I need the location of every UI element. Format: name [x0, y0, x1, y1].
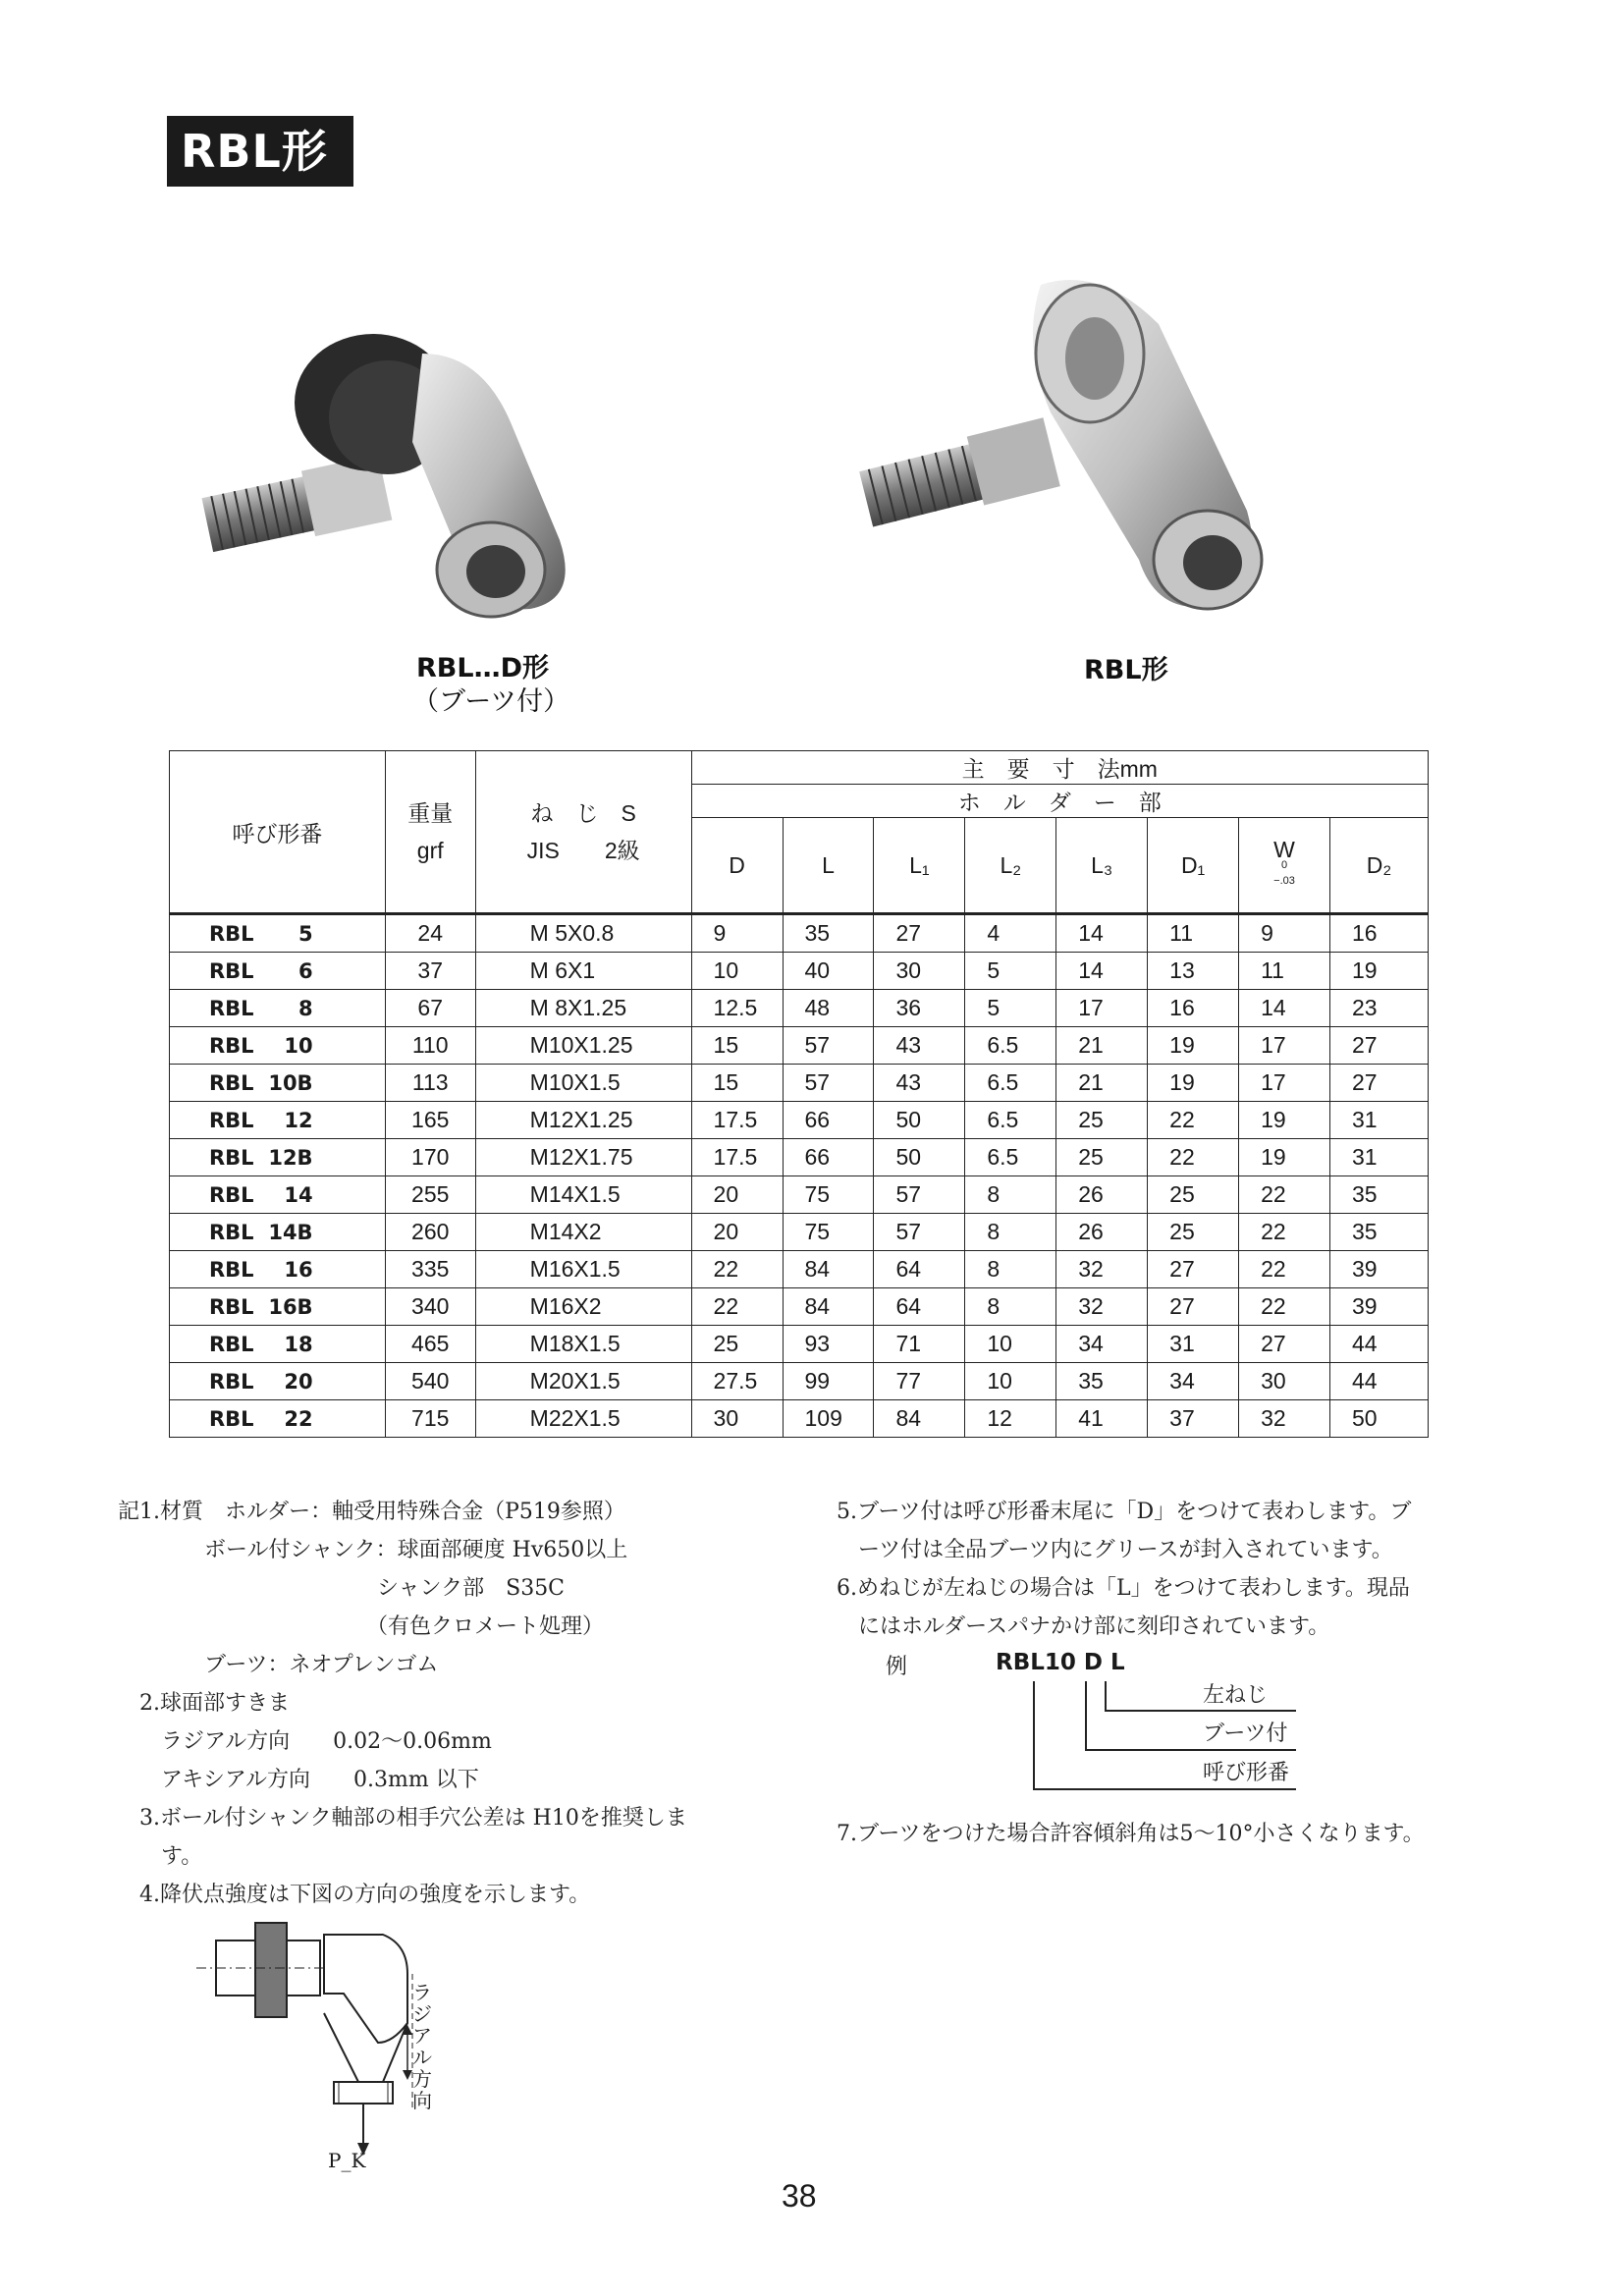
note-line: （有色クロメート処理）	[118, 1614, 605, 1639]
cell-thread: M20X1.5	[475, 1363, 691, 1400]
cell-model: RBL 18	[170, 1326, 386, 1363]
rbl-product-photo	[844, 265, 1355, 629]
cell-dim: 14	[1239, 990, 1330, 1027]
cell-dim: 31	[1329, 1139, 1428, 1176]
notes-left	[118, 1493, 687, 1914]
cell-dim: 39	[1329, 1288, 1428, 1326]
note-line: 2.球面部すきま	[118, 1691, 290, 1716]
cell-dim: 43	[874, 1065, 965, 1102]
cell-weight: 24	[385, 914, 475, 953]
cell-model: RBL 14	[170, 1176, 386, 1214]
cell-dim: 5	[965, 953, 1056, 990]
cell-thread: M10X1.25	[475, 1027, 691, 1065]
cell-dim: 16	[1329, 914, 1428, 953]
cell-dim: 37	[1148, 1400, 1239, 1438]
cell-dim: 57	[783, 1065, 874, 1102]
cell-dim: 22	[1239, 1251, 1330, 1288]
cell-dim: 15	[691, 1065, 783, 1102]
cell-dim: 17	[1239, 1027, 1330, 1065]
cell-model: RBL 5	[170, 914, 386, 953]
cell-dim: 30	[874, 953, 965, 990]
col-l: L	[783, 818, 874, 914]
cell-weight: 255	[385, 1176, 475, 1214]
cell-dim: 50	[1329, 1400, 1428, 1438]
col-w-label: W	[1273, 837, 1295, 862]
note-line: ブーツ：ネオプレンゴム	[118, 1653, 439, 1677]
cell-dim: 5	[965, 990, 1056, 1027]
cell-model: RBL 14B	[170, 1214, 386, 1251]
cell-model: RBL 16	[170, 1251, 386, 1288]
cell-dim: 4	[965, 914, 1056, 953]
cell-dim: 8	[965, 1288, 1056, 1326]
cell-model: RBL 20	[170, 1363, 386, 1400]
cell-thread: M16X1.5	[475, 1251, 691, 1288]
cell-dim: 25	[1056, 1102, 1148, 1139]
cell-dim: 66	[783, 1139, 874, 1176]
cell-dim: 50	[874, 1102, 965, 1139]
cell-dim: 14	[1056, 953, 1148, 990]
cell-dim: 35	[783, 914, 874, 953]
cell-dim: 30	[691, 1400, 783, 1438]
cell-dim: 31	[1329, 1102, 1428, 1139]
cell-dim: 6.5	[965, 1027, 1056, 1065]
cell-dim: 40	[783, 953, 874, 990]
photo-left-caption-sub: （ブーツ付）	[412, 686, 570, 717]
cell-dim: 12.5	[691, 990, 783, 1027]
cell-dim: 25	[1056, 1139, 1148, 1176]
cell-dim: 34	[1148, 1363, 1239, 1400]
cell-dim: 17	[1056, 990, 1148, 1027]
cell-dim: 22	[1148, 1102, 1239, 1139]
cell-dim: 20	[691, 1176, 783, 1214]
col-d: D	[691, 818, 783, 914]
cell-dim: 17.5	[691, 1139, 783, 1176]
cell-dim: 48	[783, 990, 874, 1027]
col-main-dims: 主 要 寸 法mm	[691, 751, 1428, 785]
cell-thread: M14X2	[475, 1214, 691, 1251]
cell-model: RBL 10B	[170, 1065, 386, 1102]
cell-dim: 41	[1056, 1400, 1148, 1438]
cell-weight: 260	[385, 1214, 475, 1251]
table-row	[170, 1027, 1429, 1065]
cell-model: RBL 22	[170, 1400, 386, 1438]
cell-dim: 75	[783, 1176, 874, 1214]
cell-thread: M18X1.5	[475, 1326, 691, 1363]
cell-model: RBL 12B	[170, 1139, 386, 1176]
cell-model: RBL 8	[170, 990, 386, 1027]
cell-dim: 27	[1148, 1251, 1239, 1288]
table-row	[170, 1139, 1429, 1176]
cell-model: RBL 12	[170, 1102, 386, 1139]
cell-dim: 11	[1148, 914, 1239, 953]
table-row	[170, 1400, 1429, 1438]
cell-dim: 10	[691, 953, 783, 990]
cell-dim: 13	[1148, 953, 1239, 990]
cell-model: RBL 16B	[170, 1288, 386, 1326]
col-w-tol-top: 0	[1280, 859, 1288, 871]
table-row	[170, 914, 1429, 953]
cell-dim: 93	[783, 1326, 874, 1363]
cell-dim: 27.5	[691, 1363, 783, 1400]
col-l1: L₁	[874, 818, 965, 914]
table-row	[170, 1214, 1429, 1251]
cell-dim: 75	[783, 1214, 874, 1251]
cell-dim: 6.5	[965, 1139, 1056, 1176]
col-holder: ホ ル ダ ー 部	[691, 785, 1428, 818]
cell-dim: 84	[874, 1400, 965, 1438]
note-line: ボール付シャンク：球面部硬度 Hv650以上	[118, 1538, 628, 1562]
note-line: 記1.材質 ホルダー：軸受用特殊合金（P519参照）	[118, 1500, 625, 1524]
example-boot: ブーツ付	[1203, 1722, 1288, 1746]
cell-dim: 19	[1148, 1065, 1239, 1102]
cell-dim: 22	[1239, 1176, 1330, 1214]
cell-dim: 43	[874, 1027, 965, 1065]
note-line: 5.ブーツ付は呼び形番末尾に「D」をつけて表わします。ブ	[837, 1500, 1412, 1524]
cell-dim: 39	[1329, 1251, 1428, 1288]
cell-dim: 21	[1056, 1065, 1148, 1102]
cell-dim: 17	[1239, 1065, 1330, 1102]
cell-dim: 31	[1148, 1326, 1239, 1363]
table-row	[170, 1102, 1429, 1139]
cell-weight: 335	[385, 1251, 475, 1288]
note-line: シャンク部 S35C	[118, 1576, 566, 1601]
col-model: 呼び形番	[170, 751, 386, 914]
cell-dim: 19	[1239, 1102, 1330, 1139]
cell-dim: 15	[691, 1027, 783, 1065]
note-line: にはホルダースパナかけ部に刻印されています。	[837, 1614, 1330, 1639]
photo-right-caption: RBL形	[1084, 655, 1168, 685]
col-w-tol-bottom: −.03	[1273, 875, 1295, 887]
cell-dim: 10	[965, 1363, 1056, 1400]
cell-dim: 27	[874, 914, 965, 953]
cell-dim: 27	[1239, 1326, 1330, 1363]
cell-dim: 19	[1329, 953, 1428, 990]
cell-dim: 27	[1329, 1065, 1428, 1102]
note-line: ラジアル方向 0.02〜0.06mm	[118, 1729, 492, 1754]
cell-dim: 19	[1148, 1027, 1239, 1065]
cell-dim: 10	[965, 1326, 1056, 1363]
cell-thread: M 8X1.25	[475, 990, 691, 1027]
cell-dim: 22	[691, 1288, 783, 1326]
cell-dim: 27	[1329, 1027, 1428, 1065]
cell-dim: 9	[691, 914, 783, 953]
cell-dim: 12	[965, 1400, 1056, 1438]
cell-dim: 57	[874, 1214, 965, 1251]
cell-weight: 37	[385, 953, 475, 990]
cell-dim: 8	[965, 1214, 1056, 1251]
cell-dim: 34	[1056, 1326, 1148, 1363]
page-number: 38	[782, 2178, 817, 2214]
cell-dim: 8	[965, 1176, 1056, 1214]
cell-weight: 110	[385, 1027, 475, 1065]
cell-dim: 57	[783, 1027, 874, 1065]
cell-dim: 50	[874, 1139, 965, 1176]
cell-dim: 64	[874, 1251, 965, 1288]
cell-dim: 99	[783, 1363, 874, 1400]
cell-dim: 32	[1056, 1251, 1148, 1288]
table-row	[170, 1065, 1429, 1102]
cell-weight: 165	[385, 1102, 475, 1139]
cell-dim: 9	[1239, 914, 1330, 953]
cell-dim: 35	[1056, 1363, 1148, 1400]
cell-dim: 35	[1329, 1176, 1428, 1214]
cell-dim: 19	[1239, 1139, 1330, 1176]
diagram-direction-label: ラジアル方向	[412, 1981, 432, 2112]
table-row	[170, 1363, 1429, 1400]
col-thread-sub: JIS 2級	[526, 838, 640, 863]
cell-dim: 84	[783, 1288, 874, 1326]
rbl-d-product-photo	[187, 314, 668, 638]
cell-dim: 84	[783, 1251, 874, 1288]
cell-dim: 11	[1239, 953, 1330, 990]
cell-dim: 57	[874, 1176, 965, 1214]
note-line: ーツ付は全品ブーツ内にグリースが封入されています。	[837, 1538, 1393, 1562]
note-line: 6.めねじが左ねじの場合は「L」をつけて表わします。現品	[837, 1576, 1410, 1601]
notes-right	[837, 1493, 1411, 1646]
cell-dim: 32	[1239, 1400, 1330, 1438]
cell-dim: 25	[1148, 1214, 1239, 1251]
cell-weight: 170	[385, 1139, 475, 1176]
table-row	[170, 953, 1429, 990]
spec-table	[169, 750, 1429, 1438]
cell-dim: 30	[1239, 1363, 1330, 1400]
cell-dim: 32	[1056, 1288, 1148, 1326]
col-l3: L₃	[1056, 818, 1148, 914]
cell-dim: 17.5	[691, 1102, 783, 1139]
cell-thread: M10X1.5	[475, 1065, 691, 1102]
col-thread-label: ね じ S	[530, 800, 636, 826]
note-line: アキシアル方向 0.3mm 以下	[118, 1768, 479, 1792]
cell-dim: 20	[691, 1214, 783, 1251]
cell-thread: M 6X1	[475, 953, 691, 990]
note-line: 3.ボール付シャンク軸部の相手穴公差は H10を推奨しま	[118, 1806, 687, 1831]
cell-dim: 26	[1056, 1214, 1148, 1251]
cell-dim: 22	[1239, 1288, 1330, 1326]
cell-weight: 67	[385, 990, 475, 1027]
col-l2: L₂	[965, 818, 1056, 914]
cell-dim: 6.5	[965, 1102, 1056, 1139]
table-row	[170, 1176, 1429, 1214]
cell-dim: 27	[1148, 1288, 1239, 1326]
cell-dim: 22	[691, 1251, 783, 1288]
col-d1: D₁	[1148, 818, 1239, 914]
diagram-force-label: P_K	[328, 2149, 366, 2172]
cell-weight: 465	[385, 1326, 475, 1363]
cell-weight: 340	[385, 1288, 475, 1326]
cell-dim: 64	[874, 1288, 965, 1326]
section-title: RBL形	[167, 116, 353, 187]
cell-thread: M14X1.5	[475, 1176, 691, 1214]
cell-dim: 16	[1148, 990, 1239, 1027]
note-7: 7.ブーツをつけた場合許容傾斜角は5〜10°小さくなります。	[837, 1822, 1425, 1846]
cell-dim: 77	[874, 1363, 965, 1400]
cell-dim: 25	[1148, 1176, 1239, 1214]
cell-dim: 6.5	[965, 1065, 1056, 1102]
example-left-thread: 左ねじ	[1203, 1683, 1269, 1708]
cell-thread: M22X1.5	[475, 1400, 691, 1438]
cell-dim: 35	[1329, 1214, 1428, 1251]
col-weight-label: 重量	[407, 800, 454, 826]
note-line: 4.降伏点強度は下図の方向の強度を示します。	[118, 1883, 591, 1907]
photo-left-caption: RBL…D形	[416, 653, 549, 683]
note-line: す。	[118, 1844, 203, 1869]
table-row	[170, 1251, 1429, 1288]
cell-dim: 23	[1329, 990, 1428, 1027]
table-row	[170, 990, 1429, 1027]
cell-dim: 22	[1148, 1139, 1239, 1176]
cell-model: RBL 6	[170, 953, 386, 990]
cell-dim: 66	[783, 1102, 874, 1139]
cell-thread: M12X1.75	[475, 1139, 691, 1176]
cell-dim: 21	[1056, 1027, 1148, 1065]
cell-model: RBL 10	[170, 1027, 386, 1065]
example-label: 例	[886, 1655, 908, 1679]
cell-thread: M12X1.25	[475, 1102, 691, 1139]
example-model: 呼び形番	[1203, 1761, 1290, 1785]
cell-weight: 113	[385, 1065, 475, 1102]
cell-dim: 36	[874, 990, 965, 1027]
cell-weight: 540	[385, 1363, 475, 1400]
cell-dim: 44	[1329, 1326, 1428, 1363]
cell-weight: 715	[385, 1400, 475, 1438]
table-row	[170, 1288, 1429, 1326]
col-weight-unit: grf	[416, 838, 444, 863]
cell-dim: 109	[783, 1400, 874, 1438]
cell-thread: M 5X0.8	[475, 914, 691, 953]
cell-dim: 44	[1329, 1363, 1428, 1400]
cell-dim: 25	[691, 1326, 783, 1363]
cell-dim: 8	[965, 1251, 1056, 1288]
cell-thread: M16X2	[475, 1288, 691, 1326]
col-w	[1239, 818, 1330, 914]
col-weight	[385, 751, 475, 914]
cell-dim: 71	[874, 1326, 965, 1363]
col-thread	[475, 751, 691, 914]
cell-dim: 22	[1239, 1214, 1330, 1251]
cell-dim: 14	[1056, 914, 1148, 953]
col-d2: D₂	[1329, 818, 1428, 914]
cell-dim: 26	[1056, 1176, 1148, 1214]
example-code: RBL10 D L	[996, 1650, 1125, 1675]
table-row	[170, 1326, 1429, 1363]
